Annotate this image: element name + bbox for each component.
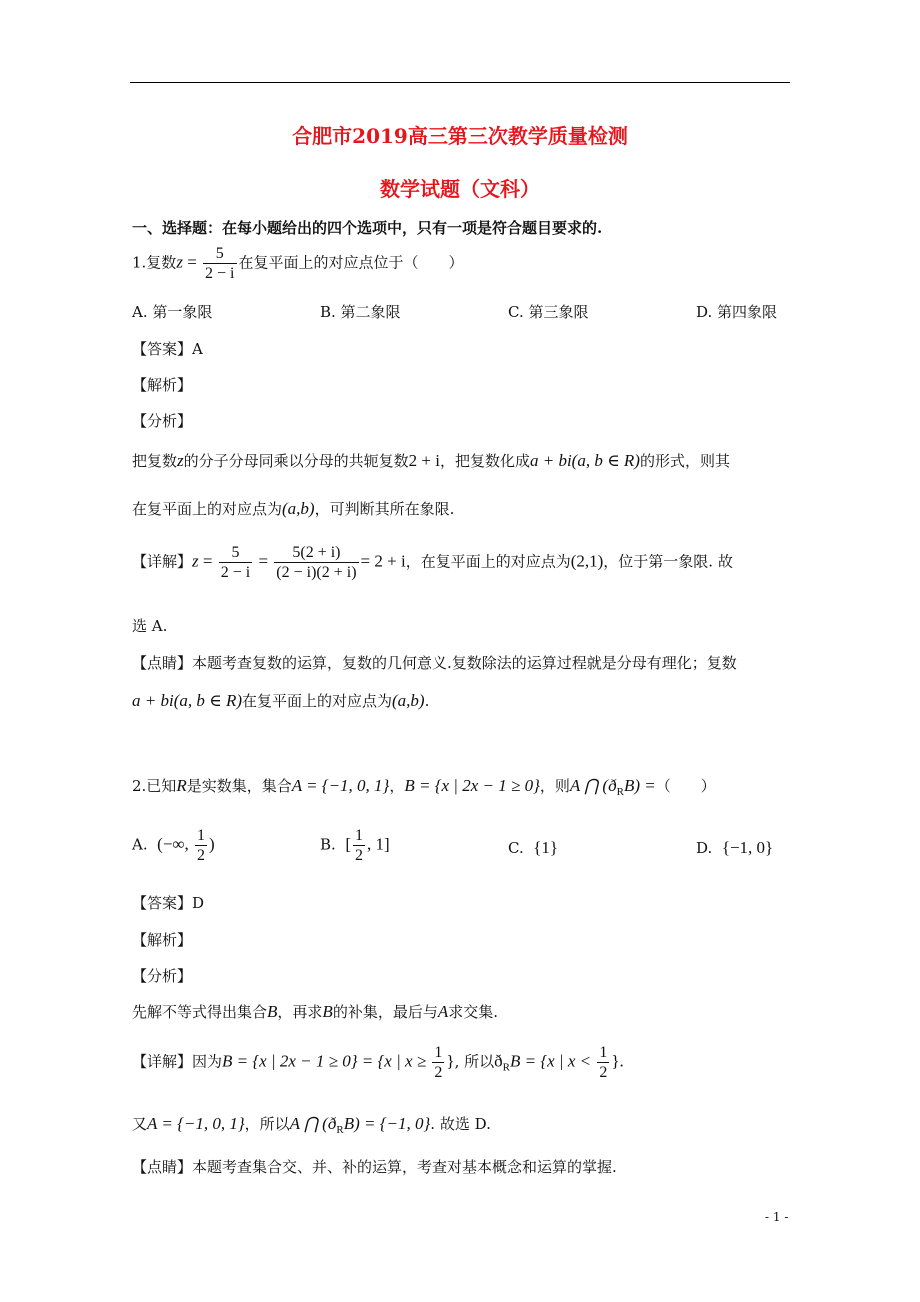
q2-d2-end: B) = {−1, 0} (343, 1114, 431, 1133)
q2-an-a: 先解不等式得出集合 (132, 1003, 268, 1021)
page-number: - 1 - (765, 1210, 789, 1224)
q2-R: R (176, 776, 187, 795)
question-1-stem (132, 244, 464, 283)
q2-d-num: 1 (434, 1044, 443, 1061)
q2-optB-label: B. (320, 835, 336, 854)
q2-fenxi: 【分析】 (132, 967, 193, 985)
q1-detail-pt: (2,1) (570, 551, 604, 571)
q2-optD-label: D. (696, 839, 713, 857)
q1-an2-a: 在复平面上的对应点为 (132, 500, 283, 518)
q2-d2-c: . 故选 D. (430, 1115, 491, 1133)
q1-detail-frac2 (274, 543, 358, 582)
q2-detail-frac2 (597, 1043, 609, 1082)
q2-option-c (508, 838, 558, 858)
q1-option-d: D. 第四象限 (696, 303, 778, 321)
q2-d2-expr: A ⋂ (ð (289, 1114, 337, 1133)
q1-analysis-line2 (132, 498, 454, 519)
q1-detail-line2: 选 A. (132, 617, 168, 635)
q2-d-cB: B = {x | x < (509, 1051, 596, 1071)
q2-mid2: ，则 (539, 777, 570, 795)
q2-option-b (320, 826, 390, 865)
q2-expr-end: B) = (623, 776, 656, 795)
header-rule (130, 82, 790, 83)
q1-suffix: 在复平面上的对应点位于（ ） (238, 253, 464, 272)
q2-detail (132, 1043, 624, 1082)
q1-an1-c: ，把复数化成 (439, 452, 530, 470)
q2-d-close: } (446, 1051, 455, 1071)
q2-optA-den: 2 (197, 847, 206, 864)
page-title: 合肥市2019高三第三次教学质量检测 (292, 124, 628, 148)
q2-optA-val: (−∞, (157, 834, 194, 854)
q2-option-d (696, 838, 773, 858)
q1-dj-end: . (424, 692, 430, 710)
q2-answer: 【答案】D (132, 894, 205, 912)
q2-optB-open: [ (345, 834, 352, 854)
q2-detail-label: 【详解】因为 (132, 1052, 223, 1071)
q1-an1-d: 的形式，则其 (639, 452, 730, 470)
q1-frac-den: 2 − i (205, 265, 235, 282)
q2-d-den: 2 (434, 1064, 443, 1081)
q2-optC-val: {1} (533, 838, 559, 857)
q1-detail-frac1 (219, 543, 252, 582)
q1-an1-conj: 2 + i (408, 451, 440, 470)
q1-df2-den: (2 − i)(2 + i) (276, 564, 357, 581)
q1-detail-text: ，在复平面上的对应点为 (405, 552, 571, 571)
q2-dianjing: 【点睛】本题考查集合交、并、补的运算，考查对基本概念和运算的掌握. (132, 1158, 617, 1176)
q2-prefix: 2.已知 (132, 777, 177, 795)
q2-paren: （ ） (655, 777, 716, 795)
q2-an-B1: B (267, 1002, 278, 1021)
q2-d-c-sub: R (502, 1061, 510, 1074)
q1-frac-num: 5 (203, 244, 236, 264)
q1-dj-form: a + bi(a, b ∈ R) (132, 691, 242, 710)
q1-dj-pt: (a,b) (392, 691, 425, 710)
q2-optA-frac (195, 826, 207, 865)
q2-an-d: 求交集. (448, 1003, 498, 1021)
q1-an1-var: z (177, 451, 184, 470)
q1-an2-b: ，可判断其所在象限. (314, 500, 455, 518)
q2-expr-sub: R (616, 786, 624, 798)
q1-var: z (176, 252, 183, 272)
q2-setB: B = {x | 2x − 1 ≥ 0} (404, 776, 540, 795)
q1-detail-result: = 2 + i (360, 551, 406, 571)
q2-d-num2: 1 (599, 1044, 608, 1061)
q1-fraction (203, 244, 236, 283)
q1-option-c: C. 第三象限 (508, 303, 589, 321)
q1-fenxi: 【分析】 (132, 412, 193, 430)
question-2-stem (132, 775, 716, 798)
q2-d2-A: A = {−1, 0, 1} (147, 1114, 245, 1133)
q2-an-B2: B (322, 1002, 333, 1021)
q2-d-c: ð (494, 1051, 503, 1071)
q2-d2-a: 又 (132, 1115, 148, 1133)
q1-detail-text2: ，位于第一象限. 故 (603, 552, 733, 571)
q1-detail-var: z (192, 551, 199, 571)
q1-df2-num: 5(2 + i) (274, 543, 358, 563)
q2-detail-line2 (132, 1113, 491, 1136)
q2-comma: ， (389, 777, 405, 795)
q1-eq: = (182, 252, 202, 272)
q2-expr: A ⋂ (ð (569, 776, 617, 795)
q2-optB-frac (353, 826, 365, 865)
q2-optD-val: {−1, 0} (721, 838, 774, 857)
q2-an-b: ，再求 (277, 1003, 323, 1021)
q2-d2-sub: R (336, 1124, 344, 1136)
q2-optB-rest: , 1] (367, 834, 390, 854)
q1-df1-num: 5 (219, 543, 252, 563)
q2-d-mid: , 所以 (454, 1052, 495, 1071)
q1-an1-form: a + bi(a, b ∈ R) (529, 451, 640, 470)
section-heading: 一、选择题：在每小题给出的四个选项中，只有一项是符合题目要求的. (132, 219, 603, 237)
q2-detail-frac1 (432, 1043, 444, 1082)
q2-d2-b: ，所以 (244, 1115, 290, 1133)
page-subtitle: 数学试题（文科） (380, 177, 540, 201)
q1-answer: 【答案】A (132, 340, 203, 358)
q2-d-den2: 2 (599, 1064, 608, 1081)
q1-an2-pt: (a,b) (282, 499, 315, 518)
q1-df1-den: 2 − i (220, 564, 251, 581)
q2-setA: A = {−1, 0, 1} (291, 776, 390, 795)
q1-dianjing-line1: 【点睛】本题考查复数的运算，复数的几何意义.复数除法的运算过程就是分母有理化；复数 (132, 654, 737, 672)
q2-an-A: A (437, 1002, 449, 1021)
q1-detail-label: 【详解】 (132, 552, 193, 571)
q2-optC-label: C. (508, 839, 524, 857)
q2-an-c: 的补集，最后与 (332, 1003, 438, 1021)
q2-optB-num: 1 (355, 827, 364, 844)
q1-detail: 【详解】z = $\frac{5}{2 - i}$ = $\frac{5(2 + i)}{(2 - i)(2 + i)}$ = 2 + i，在复平面上的对应点为(2,1)，位于第一象限. 故 (132, 544, 733, 581)
q2-mid1: 是实数集，集合 (186, 777, 292, 795)
q1-dj-text: 在复平面上的对应点为 (242, 692, 393, 710)
q2-optB-den: 2 (355, 847, 364, 864)
q2-optA-close: ) (209, 834, 215, 854)
q1-option-a: A. 第一象限 (132, 303, 213, 321)
q2-jiexi: 【解析】 (132, 931, 193, 949)
q1-prefix: 1.复数 (132, 253, 177, 272)
q2-detail-B: B = {x | 2x − 1 ≥ 0} = {x | x ≥ (222, 1051, 431, 1071)
q1-an1-b: 的分子分母同乘以分母的共轭复数 (183, 452, 409, 470)
q1-jiexi: 【解析】 (132, 376, 193, 394)
q2-optA-label: A. (132, 835, 148, 854)
q1-an1-a: 把复数 (132, 452, 178, 470)
q2-d-close2: }. (611, 1051, 624, 1071)
q1-option-b: B. 第二象限 (320, 303, 401, 321)
q1-analysis-line1 (132, 450, 730, 471)
q2-option-a (132, 826, 215, 865)
q1-dianjing-line2 (132, 690, 429, 711)
q2-optA-num: 1 (197, 827, 206, 844)
q2-analysis (132, 1001, 498, 1022)
